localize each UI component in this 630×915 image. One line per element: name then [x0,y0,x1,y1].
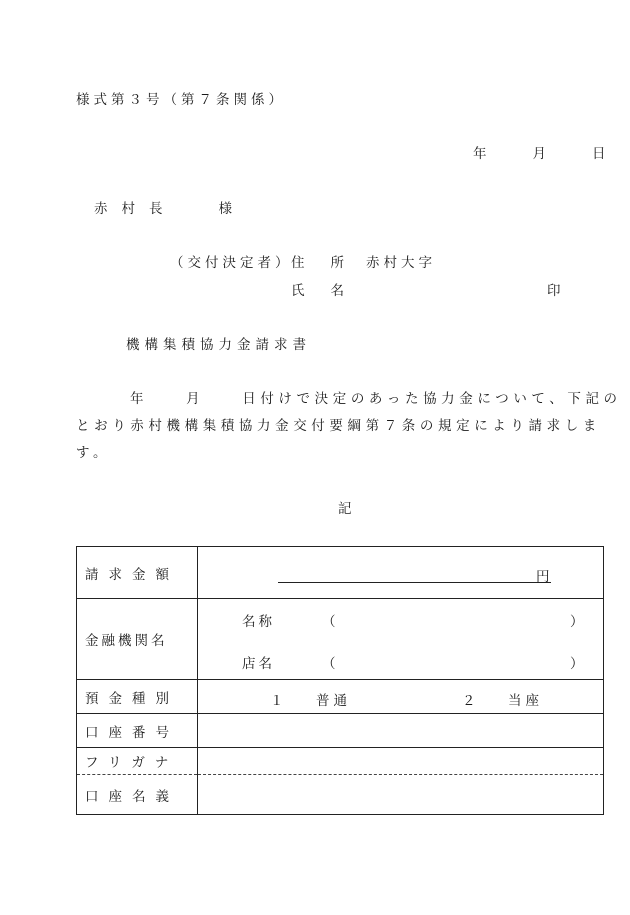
branch-paren-open: （ [322,656,339,672]
account-type-cell[interactable] [198,680,604,714]
body-year: 年 [130,391,149,407]
account-number-cell[interactable] [198,714,604,748]
account-holder-cell[interactable] [198,775,604,815]
body-month: 月 [186,391,205,407]
bank-name-label: 名称 [242,614,275,630]
table-row-bank [77,599,604,680]
seal-mark: 印 [547,283,565,299]
branch-row [242,652,587,672]
bank-name-row [242,610,587,630]
table-row-account-number [77,714,604,748]
date-month: 月 [532,146,550,162]
date-day: 日 [592,146,610,162]
applicant-label: （交付決定者） [170,255,293,271]
claim-table [76,546,604,815]
address-label: 住所 [291,255,370,271]
option1-label[interactable]: 普通 [316,693,351,709]
account-type-label: 預金種別 [77,680,198,714]
bank-label: 金融機関名 [77,599,198,680]
amount-label: 請求金額 [77,547,198,599]
furigana-cell[interactable] [198,748,604,775]
table-row-account-type [77,680,604,714]
ki-label: 記 [338,501,356,517]
bank-cell[interactable] [198,599,604,680]
amount-underline [278,582,551,583]
addressee-honorific: 様 [218,201,237,217]
branch-paren-close: ） [570,656,587,672]
body-text: 日付けで決定のあった協力金について、下記のとおり赤村機構集積協力金交付要綱第７条の規定により請求します。 [76,391,622,461]
document-title: 機構集積協力金請求書 [126,337,311,353]
account-holder-label: 口座名義 [77,775,198,815]
option2-label[interactable]: 当座 [508,693,543,709]
name-label: 氏名 [291,283,370,299]
amount-unit: 円 [536,569,550,585]
addressee-name: 赤村長 [94,201,177,217]
option2-number: ２ [462,693,480,709]
table-row-furigana [77,748,604,775]
addressee [94,197,237,217]
bank-name-paren-open: （ [322,614,339,630]
address-value: 赤村大字 [366,255,436,271]
body-paragraph [76,386,626,467]
table-row-amount [77,547,604,599]
branch-label: 店名 [242,656,275,672]
table-row-account-holder [77,775,604,815]
amount-cell[interactable] [198,547,604,599]
bank-name-paren-close: ） [570,614,587,630]
date-line [473,142,610,162]
furigana-label: フリガナ [77,748,198,775]
option1-number: １ [270,693,288,709]
account-number-label: 口座番号 [77,714,198,748]
form-number: 様式第３号（第７条関係） [76,92,286,108]
date-year: 年 [473,146,491,162]
